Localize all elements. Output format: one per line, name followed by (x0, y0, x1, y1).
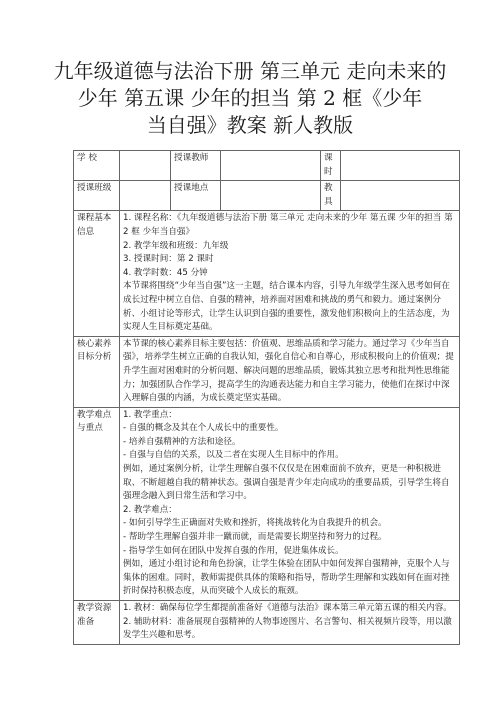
key-point-heading: 1. 教学重点： (123, 409, 177, 420)
difficult-point-heading: 2. 教学难点： (123, 504, 177, 515)
basic-info-label: 课程基本信息 (74, 211, 120, 336)
key-point-item: - 自强与自信的关系，以及二者在实现人生目标中的作用。 (123, 450, 344, 461)
basic-info-line-2: 2. 教学年级和班级：九年级 (123, 240, 229, 251)
table-row (74, 601, 460, 645)
tools-label (321, 181, 341, 211)
title-line-3: 当自强》教案 新人教版 (146, 113, 354, 137)
key-difficult-content (120, 407, 460, 600)
document-title (40, 58, 460, 139)
tools-label-1: 教具 (324, 183, 333, 207)
teacher-label: 授课教师 (171, 151, 221, 181)
school-label: 学 校 (74, 151, 120, 181)
basic-info-line-4: 4. 教学时数：45 分钟 (123, 267, 208, 278)
period-label-2: 时 (324, 166, 333, 177)
difficult-point-example: 例如，通过小组讨论和角色扮演，让学生体验在团队中如何发挥自强精神，克服个人与集体的困难。同时，教师需提供具体的策略和指导，帮助学生理解和实践如何在面对挫折时保持积极态度，从而突破个人成长的瓶颈。 (123, 559, 450, 597)
place-value (221, 181, 321, 211)
school-value (120, 151, 171, 181)
place-label: 授课地点 (171, 181, 221, 211)
period-label (321, 151, 341, 181)
core-literacy-content (120, 336, 460, 407)
core-literacy-label: 核心素养目标分析 (74, 336, 120, 407)
class-label: 授课班级 (74, 181, 120, 211)
core-literacy-text: 本节课的核心素养目标主要包括：价值观、思维品质和学习能力。通过学习《少年当自强》，培养学生树立正确的自我认知，强化自信心和自尊心，形成积极向上的价值观；提升学生面对困难时的分析问题、解决问题的思维品质，锻炼其独立思考和批判性思维能力；加强团队合作学习，提高学生的沟通表达能力和自主学习能力，使他们在探讨中深入理解自强的内涵，为成长奠定坚实基础。 (123, 338, 454, 404)
table-row (74, 336, 460, 407)
resources-line-1: 1. 教材：确保每位学生都提前准备好《道德与法治》课本第三单元第五课的相关内容。 (123, 603, 452, 613)
title-line-1: 九年级道德与法治下册 第三单元 走向未来的 (53, 59, 447, 83)
key-point-item: - 培养自强精神的方法和途径。 (123, 436, 241, 447)
difficult-point-item: - 指导学生如何在团队中发挥自强的作用，促进集体成长。 (123, 545, 344, 556)
key-difficult-label: 教学难点与重点 (74, 407, 120, 600)
lesson-plan-table (73, 150, 460, 645)
table-row (74, 407, 460, 600)
table-row (74, 211, 460, 336)
tools-value (341, 181, 460, 211)
teacher-value (221, 151, 321, 181)
table-row (74, 151, 460, 181)
basic-info-line-3: 3. 授课时间：第 2 课时 (123, 254, 214, 265)
difficult-point-item: - 帮助学生理解自强并非一蹴而就，而是需要长期坚持和努力的过程。 (123, 532, 387, 543)
key-point-item: - 自强的概念及其在个人成长中的重要性。 (123, 423, 284, 434)
class-value (120, 181, 171, 211)
period-label-1: 课 (324, 153, 333, 163)
resources-line-2: 2. 辅助材料：准备展现自强精神的人物事迹图片、名言警句、相关视频片段等，用以激发学生兴趣和思考。 (123, 616, 452, 641)
resources-label: 教学资源准备 (74, 601, 120, 645)
title-line-2: 少年 第五课 少年的担当 第 2 框《少年 (77, 86, 423, 110)
basic-info-line-1: 1. 课程名称：《九年级道德与法治下册 第三单元 走向未来的少年 第五课 少年的担当 第 2 框 少年当自强》 (123, 213, 453, 237)
difficult-point-item: - 如何引导学生正确面对失败和挫折，将挑战转化为自我提升的机会。 (123, 518, 387, 529)
table-row (74, 181, 460, 211)
basic-info-content (120, 211, 460, 336)
resources-content (120, 601, 460, 645)
period-value (341, 151, 460, 181)
basic-info-summary: 本节课将围绕“少年当自强”这一主题，结合课本内容，引导九年级学生深入思考如何在成长过程中树立自信、自强的精神，培养面对困难和挑战的勇气和毅力。通过案例分析、小组讨论等形式，让学生认识到自强的重要性，激发他们积极向上的生活态度，为实现人生目标奠定基础。 (123, 281, 450, 333)
key-point-example: 例如，通过案例分析，让学生理解自强不仅仅是在困难面前不放弃，更是一种积极进取、不断超越自我的精神状态。强调自强是青少年走向成功的重要品质，引导学生将自强理念融入到日常生活和学习中。 (123, 464, 450, 502)
